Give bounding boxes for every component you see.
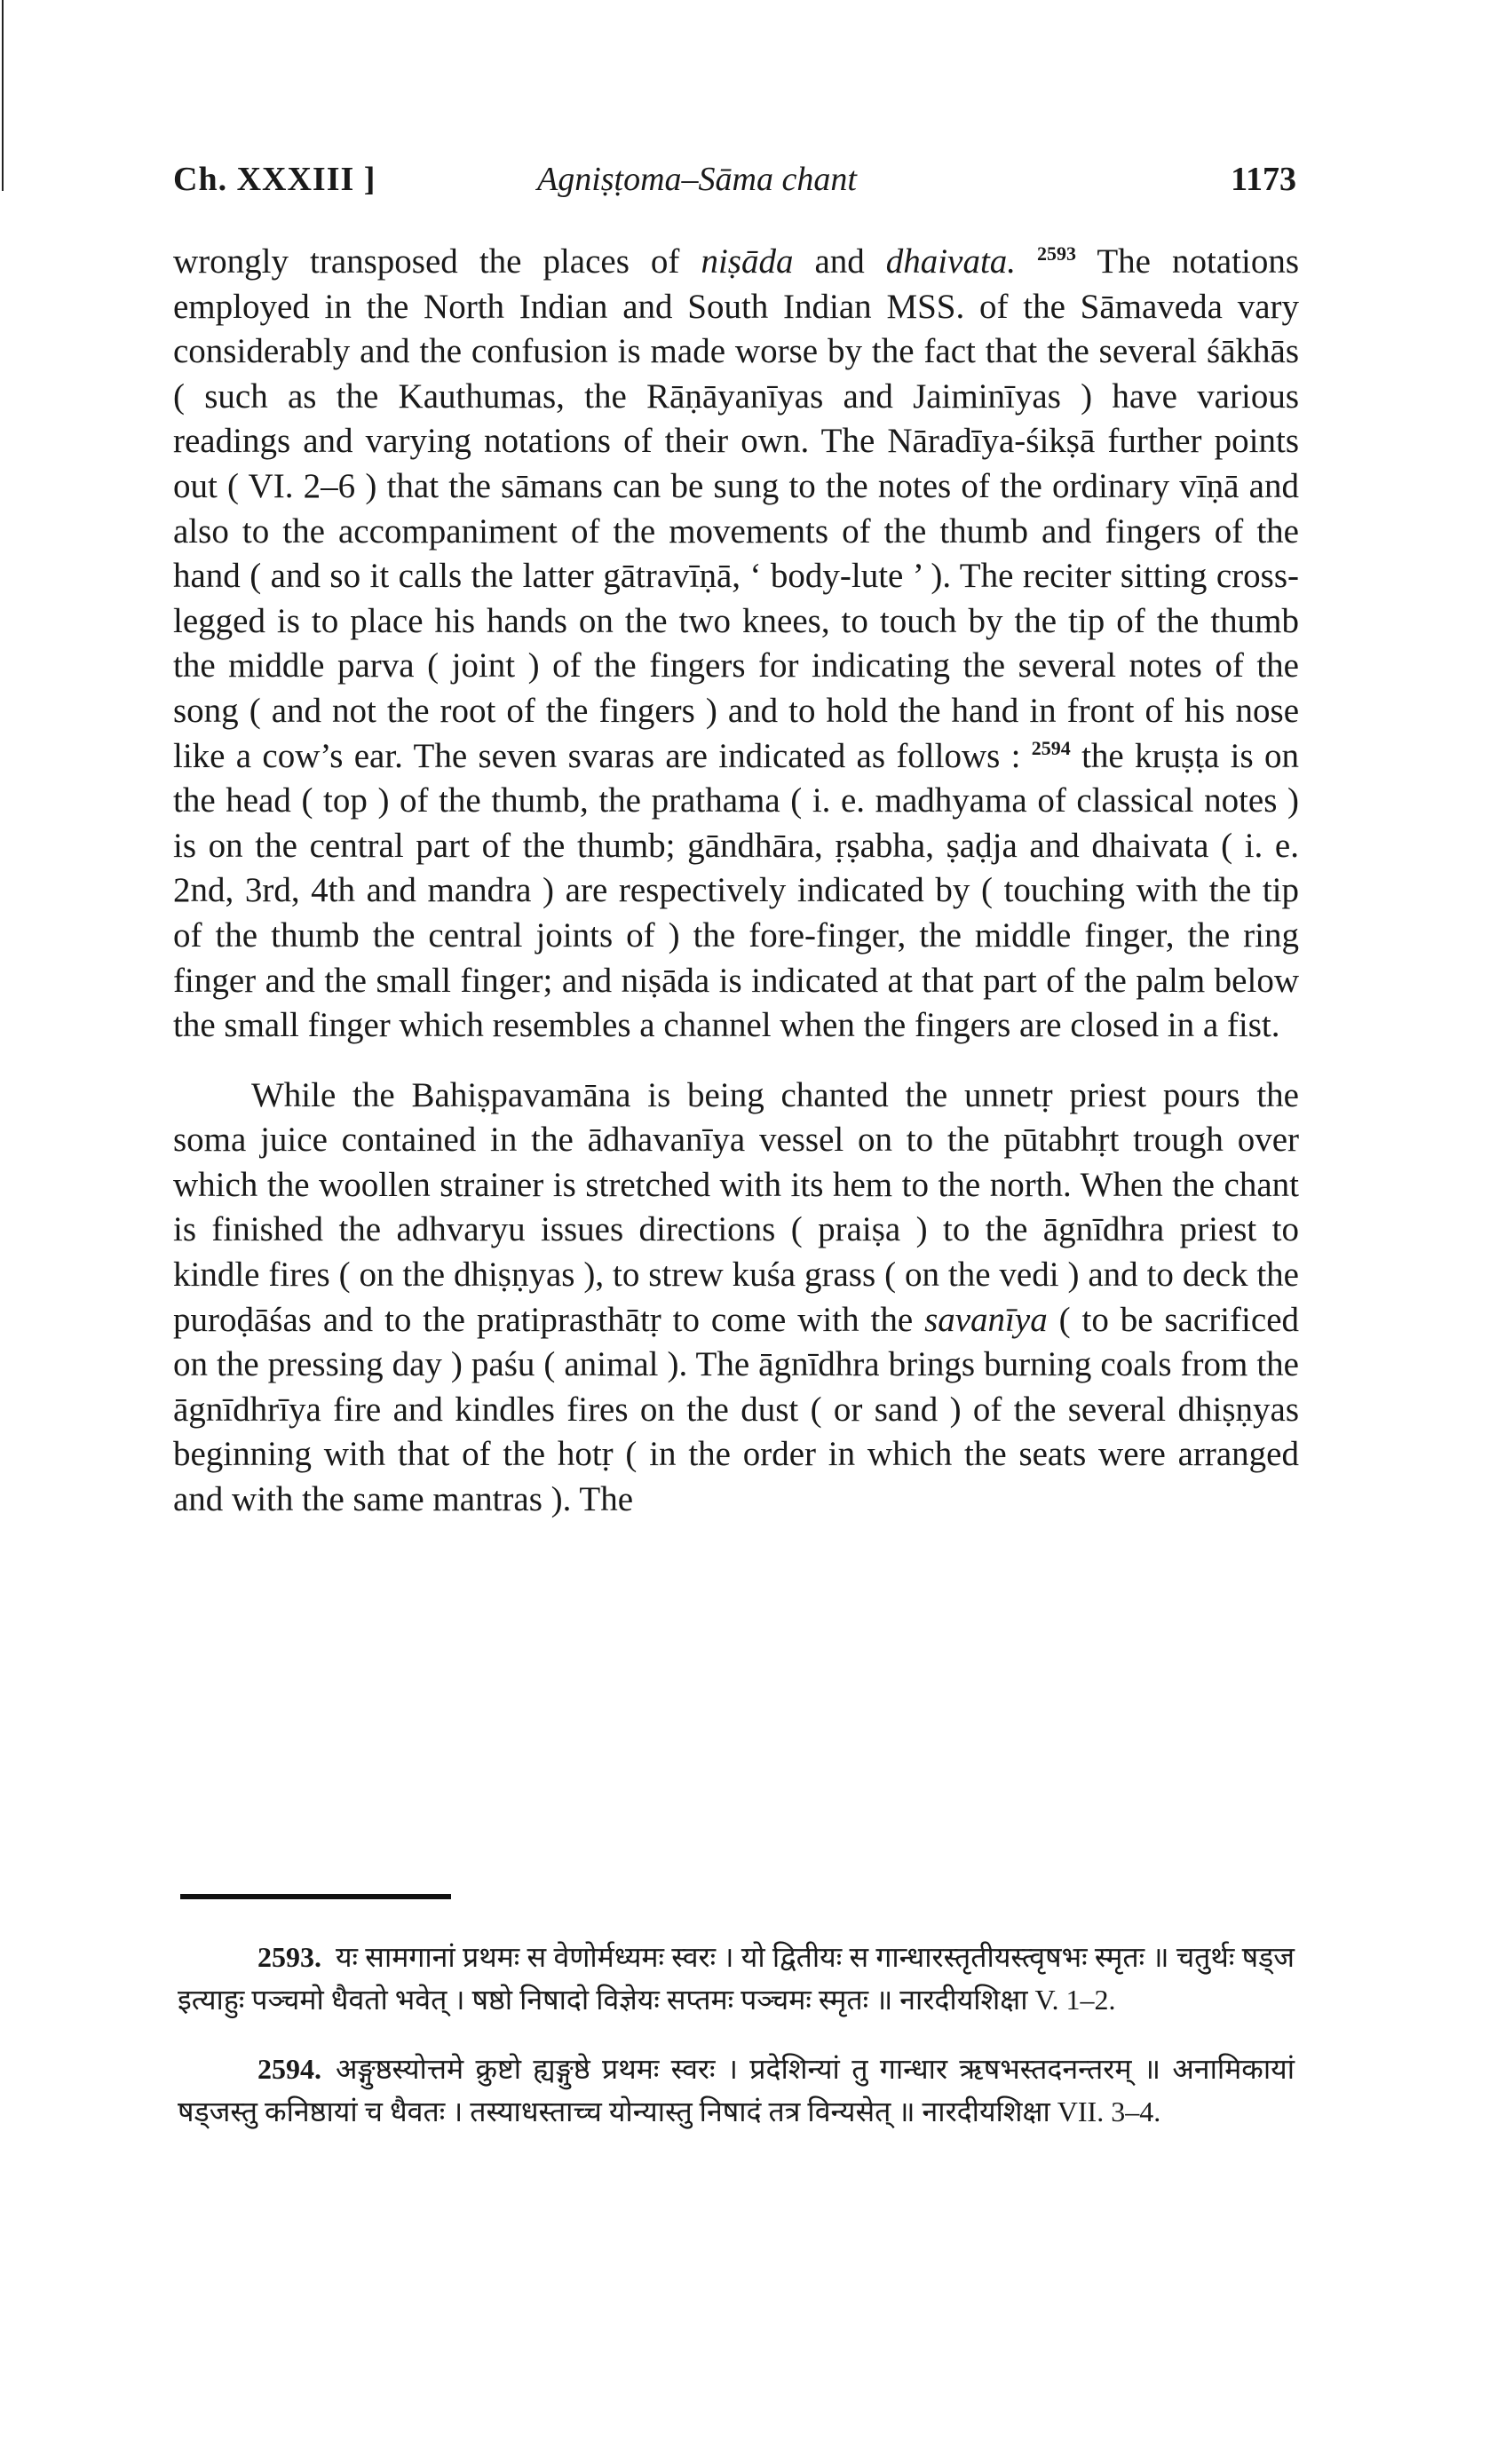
paragraph-1 <box>173 240 1299 1049</box>
footnote-2594 <box>178 2048 1295 2133</box>
text-run: the kruṣṭa is on the head ( top ) of the thumb, the prathama ( i. e. madhyama of classical notes ) is on the central part of the thumb; gāndhāra, ṛṣabha, ṣaḍja and dhaivata ( i. e. 2nd, 3rd, 4th and mandra ) are respectively indicated by ( touching with the tip of the thumb the central joints of ) the fore-finger, the middle finger, the ring finger and the small finger; and niṣāda is indicated at that part of the palm below the small finger which resembles a channel when the fingers are closed in a fist. <box>173 736 1299 1045</box>
term-nisada: niṣāda <box>701 242 794 281</box>
footnote-ref-2594[interactable]: 2594 <box>1031 736 1071 759</box>
footnotes <box>178 1936 1295 2159</box>
paragraph-2 <box>173 1074 1299 1523</box>
footnote-number: 2593. <box>257 1941 321 1973</box>
scan-margin-line <box>2 0 4 191</box>
text-run: ( to be sacrificed on the pressing day ) paśu ( animal ). The āgnīdhra brings burning coals from the āgnīdhrīya fire and kindles fires on the dust ( or sand ) of the several dhiṣṇyas beginning with that of the hotṛ ( in the order in which the seats were arranged and with the same mantras ). The <box>173 1300 1300 1519</box>
text-run: The notations employed in the North Indian and South Indian MSS. of the Sāmaveda vary considerably and the confusion is made worse by the fact that the several śākhās ( such as the Kauthumas, the Rāṇāyanīyas and Jaiminīyas ) have various readings and varying notations of their own. The Nāradīya-śikṣā further points out ( VI. 2–6 ) that the sāmans can be sung to the notes of the ordinary vīṇā and also to the accompaniment of the movements of the thumb and fingers of the hand ( and so it calls the latter gātravīṇā, ‘ body-lute ’ ). The reciter sitting cross-legged is to place his hands on the two knees, to touch by the tip of the thumb the middle parva ( joint ) of the fingers for indicating the several notes of the song ( and not the root of the fingers ) and to hold the hand in front of his nose like a cow’s ear. The seven svaras are indicated as follows : <box>173 242 1299 775</box>
chapter-label: Ch. XXXIII ] <box>173 161 376 198</box>
footnote-2593 <box>178 1936 1295 2021</box>
term-savaniya: savanīya <box>924 1300 1048 1339</box>
running-title: Agniṣṭoma–Sāma chant <box>537 161 857 198</box>
page-number: 1173 <box>1231 161 1296 198</box>
footnote-text: अङ्गुष्ठस्योत्तमे क्रुष्टो ह्यङ्गुष्ठे प्रथमः स्वरः । प्रदेशिन्यां तु गान्धार ऋषभस्तदनन्तरम् ॥ अनामिकायां षड्जस्तु कनिष्ठायां च धैवतः । तस्याधस्ताच्च योन्यास्तु निषादं तत्र विन्यसेत् ॥ नारदीयशिक्षा VII. 3–4. <box>178 2053 1295 2127</box>
page-header <box>173 160 1296 213</box>
body-text <box>173 240 1299 1523</box>
footnote-ref-2593[interactable]: 2593 <box>1037 242 1077 265</box>
text-run: While the Bahiṣpavamāna is being chanted the unnetṛ priest pours the soma juice contained in the ādhavanīya vessel on to the pūtabhṛt trough over which the woollen strainer is stretched with its hem to the north. When the chant is finished the adhvaryu issues directions ( praiṣa ) to the āgnīdhra priest to kindle fires ( on the dhiṣṇyas ), to strew kuśa grass ( on the vedi ) and to deck the puroḍāśas and to the pratiprasthātṛ to come with the <box>173 1075 1299 1339</box>
footnote-number: 2594. <box>257 2053 321 2085</box>
footnote-separator <box>180 1894 451 1899</box>
footnote-text: यः सामगानां प्रथमः स वेणोर्मध्यमः स्वरः । यो द्वितीयः स गान्धारस्तृतीयस्त्वृषभः स्मृतः ॥ चतुर्थः षड्ज इत्याहुः पञ्चमो धैवतो भवेत् । षष्ठो निषादो विज्ञेयः सप्तमः पञ्चमः स्मृतः ॥ नारदीयशिक्षा V. 1–2. <box>178 1941 1295 2016</box>
text-run: wrongly transposed the places of <box>173 242 701 281</box>
text-run: and <box>793 242 886 281</box>
term-dhaivata: dhaivata. <box>885 242 1017 281</box>
